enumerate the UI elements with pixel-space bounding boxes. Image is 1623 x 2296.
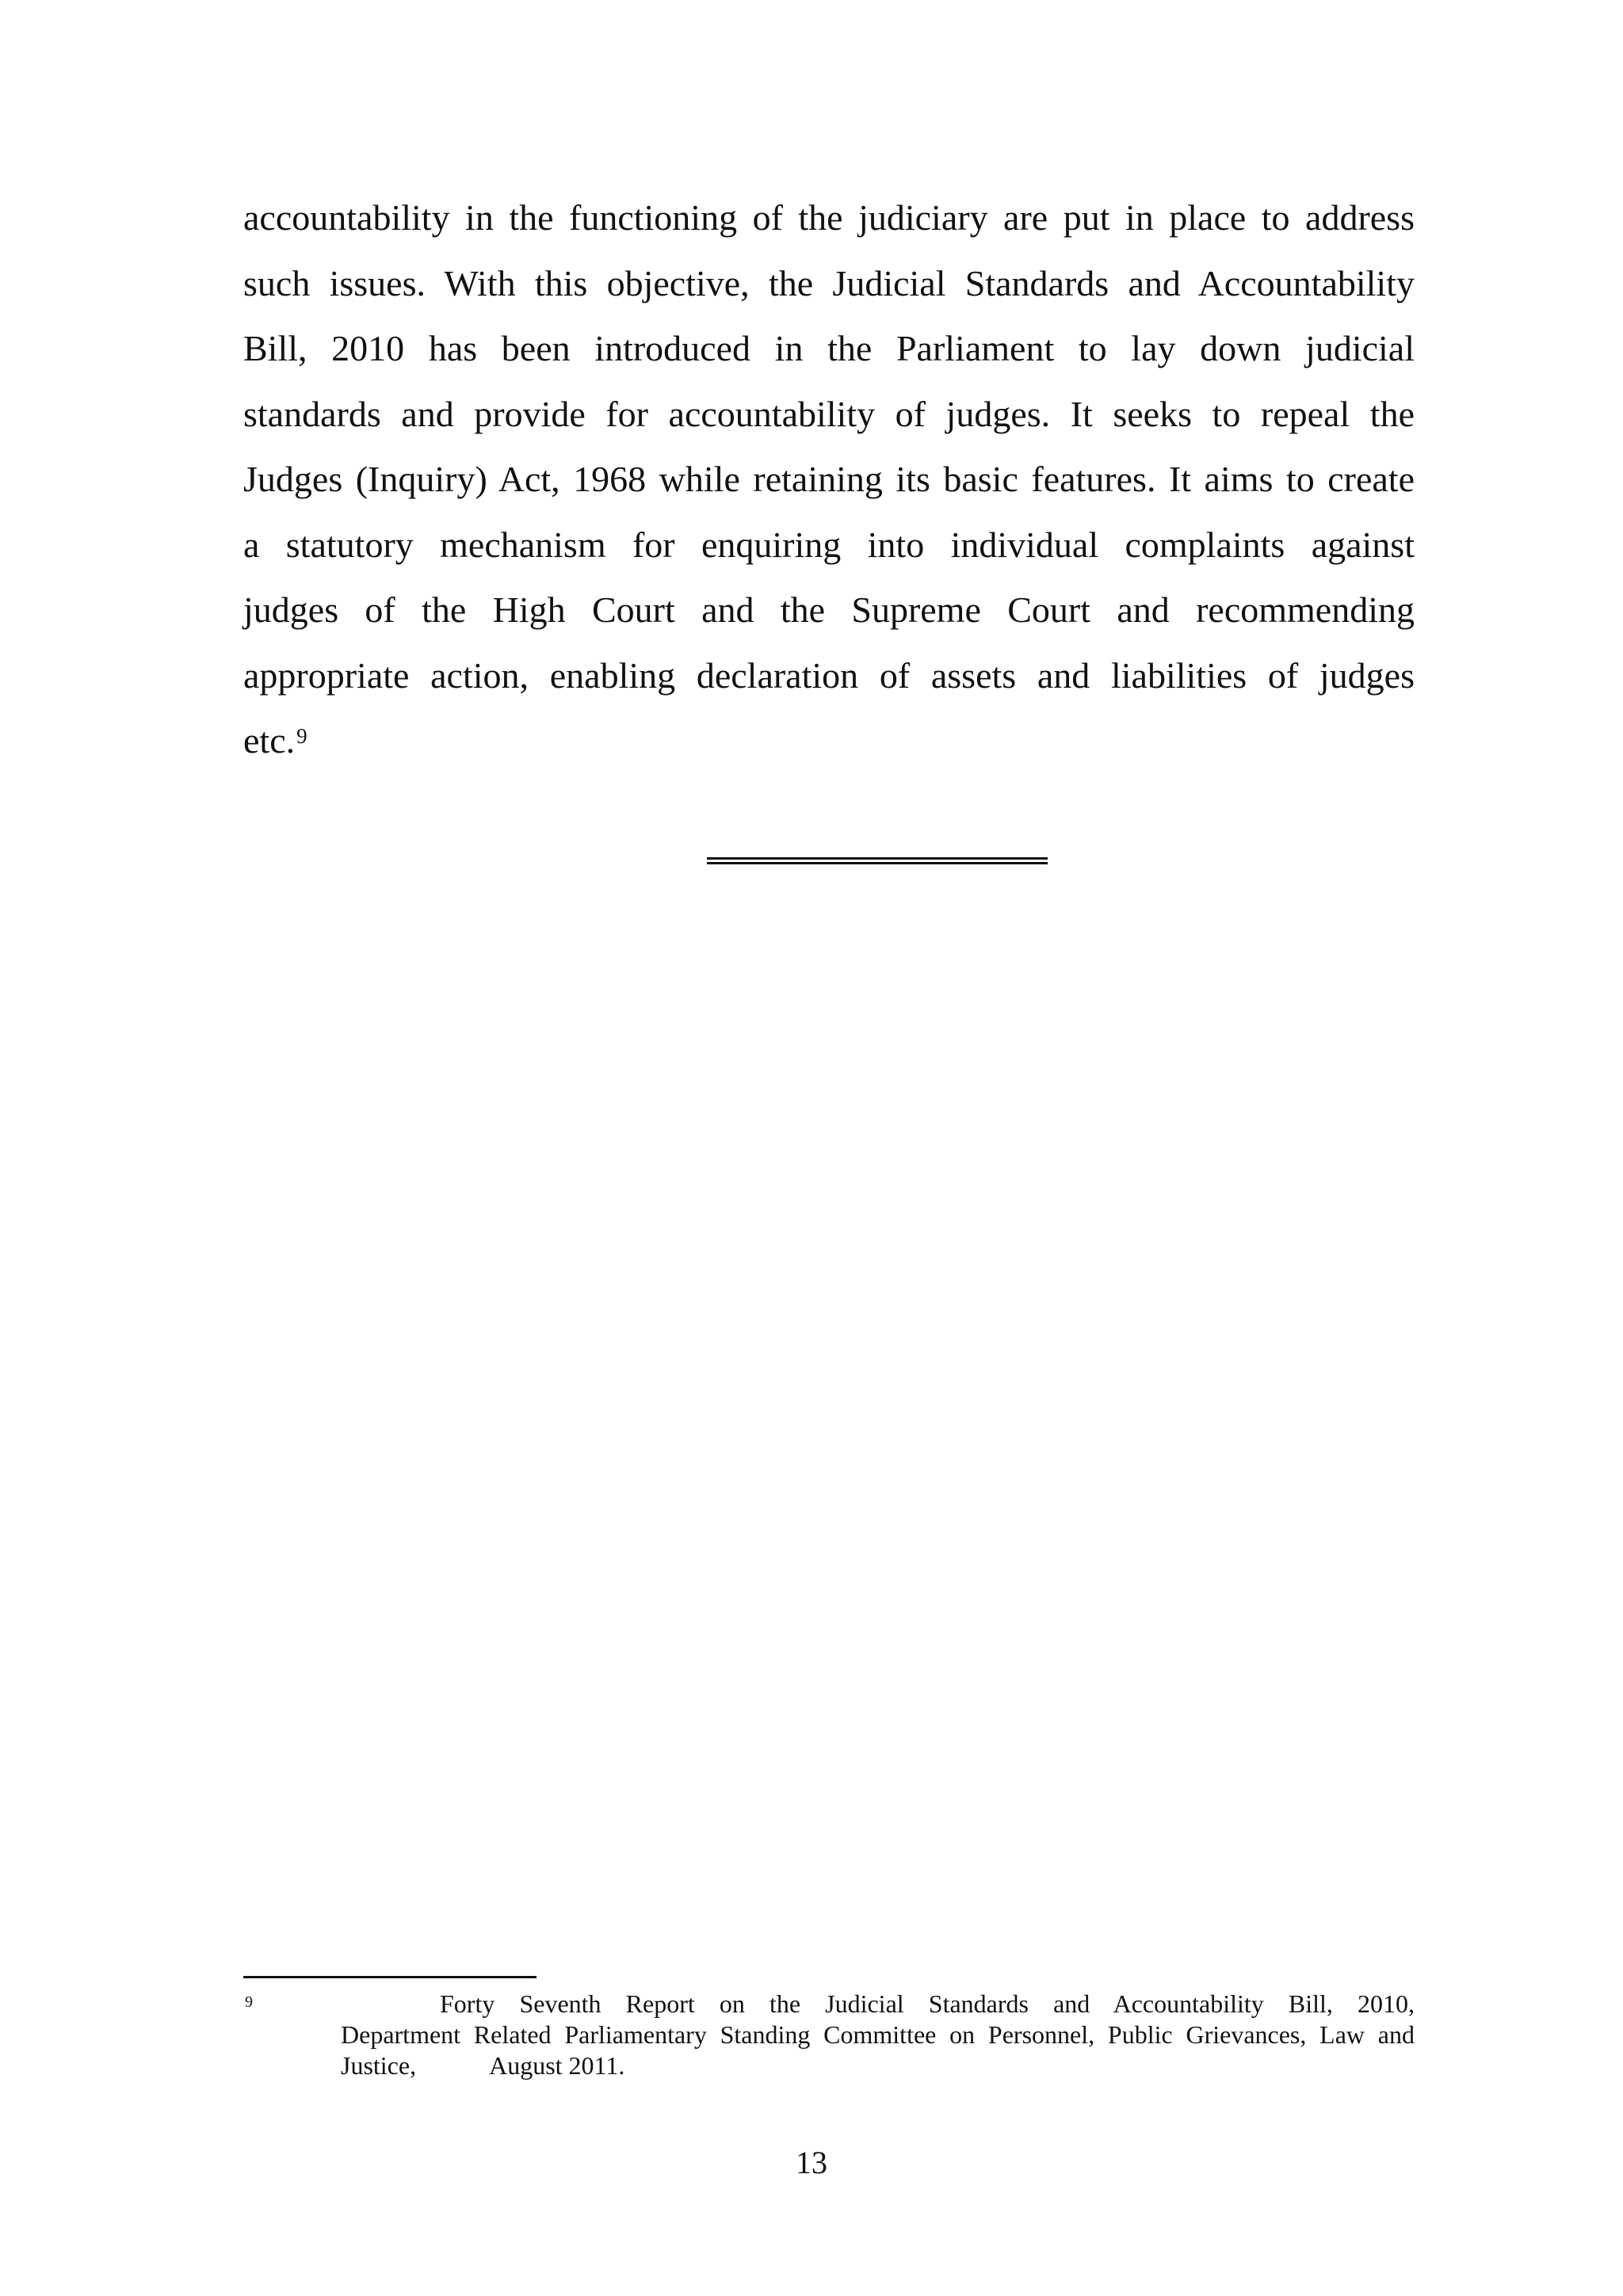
footnote-separator: [243, 1976, 537, 1978]
body-line-3: Bill, 2010 has been introduced in the Parliament to lay down judicial: [243, 328, 1415, 368]
section-divider: [707, 857, 1048, 864]
body-line-6: a statutory mechanism for enquiring into individual complaints against: [243, 524, 1415, 565]
footnote-line-3-start: Justice,: [341, 2051, 417, 2080]
footnote-reference[interactable]: 9: [296, 724, 307, 748]
body-line-9: [243, 708, 1415, 774]
body-line-7: judges of the High Court and the Supreme Court and recommending: [243, 589, 1415, 630]
body-line-2: such issues. With this objective, the Judicial Standards and Accountability: [243, 262, 1415, 303]
body-line-9-text: etc.: [243, 720, 296, 761]
body-line-4: standards and provide for accountability of judges. It seeks to repeal the: [243, 393, 1415, 434]
body-paragraph: [243, 185, 1415, 774]
body-line-1: accountability in the functioning of the judiciary are put in place to address: [243, 197, 1415, 238]
footnote-line-3-end: August 2011.: [489, 2051, 625, 2080]
body-line-5: Judges (Inquiry) Act, 1968 while retaining its basic features. It aims to create: [243, 459, 1415, 499]
footnote-number: 9: [245, 1993, 253, 2011]
footnote-body: [341, 1989, 1415, 2081]
page-number: 13: [796, 2145, 827, 2180]
footnote-line-1: Forty Seventh Report on the Judicial Standards and Accountability Bill, 2010,: [440, 1989, 1415, 2018]
divider-rule-top: [707, 857, 1048, 860]
divider-rule-bottom: [707, 862, 1048, 864]
footnote-line-2: Department Related Parliamentary Standing Committee on Personnel, Public Grievances, Law and: [341, 2020, 1415, 2049]
body-line-8: appropriate action, enabling declaration of assets and liabilities of judges: [243, 654, 1415, 696]
footnote-line-3: [341, 2050, 1415, 2081]
